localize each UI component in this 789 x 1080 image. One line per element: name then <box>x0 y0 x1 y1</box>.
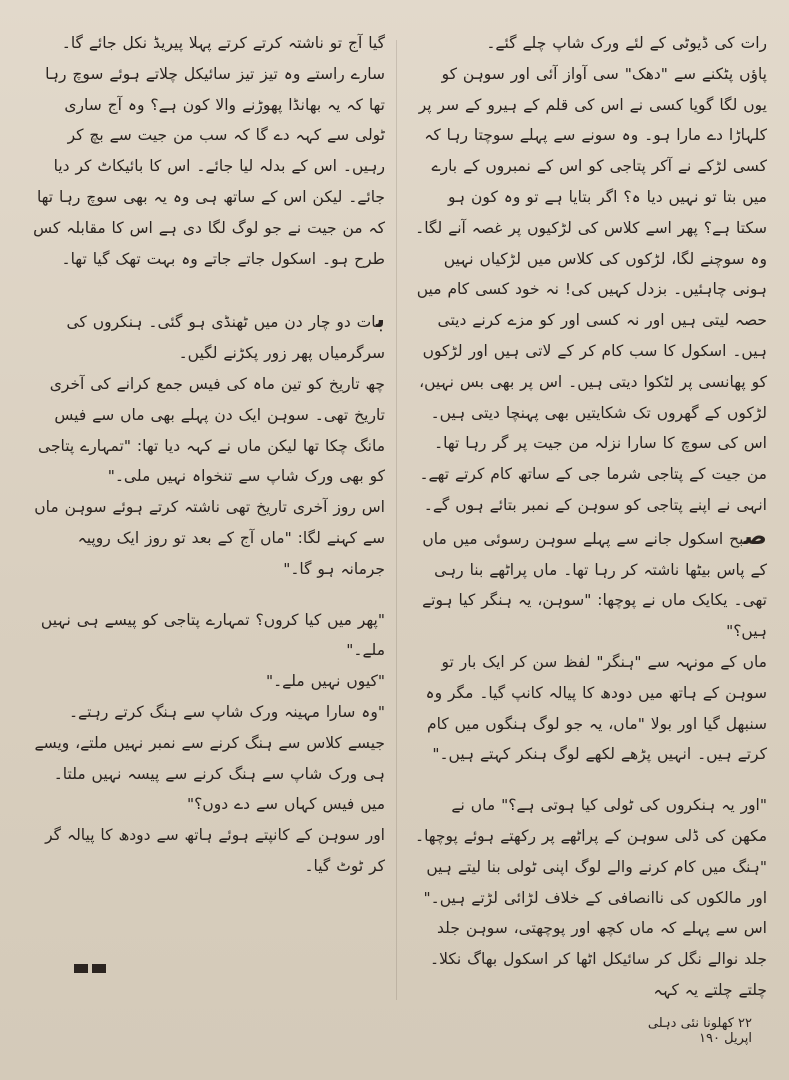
paragraph: اس سے پہلے کہ ماں کچھ اور پوچھتی، سوہن جلد جلد نوالے نگل کر سائیکل اٹھا کر اسکول بھاگ نکلا۔ چلتے چلتے یہ کہہ <box>430 919 767 999</box>
paragraph: بات دو چار دن میں ٹھنڈی ہو گئی۔ ہنکروں کی سرگرمیاں پھر زور پکڑنے لگیں۔ <box>66 305 385 363</box>
paragraph: "وہ سارا مہینہ ورک شاپ سے ہنگ کرتے رہتے۔ جیسے کلاس سے ہنگ کرنے سے نمبر نہیں ملتے، ویسے ہی ورک شاپ سے ہنگ کرنے سے پیسہ نہیں ملتا۔ میں فیس کہاں سے دے دوں؟" <box>34 702 385 814</box>
paragraph: سارے راستے وہ تیز تیز سائیکل چلاتے ہوئے سوچ رہا تھا کہ یہ بھانڈا پھوڑنے والا کون ہے؟ وہ آج ساری ٹولی سے کہہ دے گا کہ سب من جیت سے بچ کر رہیں۔ اس کے بدلہ لیا جائے۔ اس کا بائیکاٹ کر دیا جائے۔ لیکن اس کے ساتھ ہی وہ یہ بھی سوچ رہا تھا کہ من جیت نے جو لوگ لگا دی ہے اس کا مقابلہ کس طرح ہو۔ اسکول جاتے جاتے وہ بہت تھک گیا تھا۔ <box>33 64 385 268</box>
right-column <box>412 28 767 1006</box>
end-square <box>74 964 88 973</box>
paragraph: صبح اسکول جانے سے پہلے سوہن رسوئی میں ماں کے پاس بیٹھا ناشتہ کر رہا تھا۔ ماں پراٹھے بنا رہی تھی۔ یکایک ماں نے پوچھا: "سوہن، یہ ہنگر کیا ہوتے ہیں؟" <box>422 521 767 641</box>
paragraph: پاؤں پٹکنے سے "دھک" سی آواز آئی اور سوہن کو یوں لگا گویا کسی نے اس کی قلم کے ہیرو کے سر پر کلہاڑا دے مارا ہو۔ وہ سونے سے پہلے سوچتا رہا کہ کسی لڑکے نے آکر پتاجی کو اس کے نمبروں کے بارے میں بتا تو نہیں دیا ہ؟ اگر بتایا ہے تو وہ کون ہو سکتا ہے؟ پھر اسے کلاس کی لڑکیوں پر غصہ آنے لگا۔ وہ سوچنے لگا، لڑکوں کی کلاس میں لڑکیاں نہیں ہونی چاہئیں۔ بزدل کہیں کی! نہ خود کسی کام میں حصہ لیتی ہیں اور نہ کسی اور کو مزے کرنے دیتی ہیں۔ اسکول کا سب کام کر کے لاتی ہیں اور لڑکوں کو پھانسی پر لٹکوا دیتی ہیں۔ اس پر بھی بس نہیں، لڑکوں کے گھروں تک شکایتیں بھی پہنچا دیتی ہیں۔ اس کی سوچ کا سارا نزلہ من جیت پر گر رہا تھا۔ <box>415 64 767 453</box>
paragraph: چھ تاریخ کو تین ماہ کی فیس جمع کرانے کی آخری تاریخ تھی۔ سوہن ایک دن پہلے بھی ماں سے فیس مانگ چکا تھا لیکن ماں نے کہہ دیا تھا: "تمہارے پتاجی کو بھی ورک شاپ سے تنخواہ نہیں ملی۔" <box>38 374 385 486</box>
paragraph: من جیت کے پتاجی شرما جی کے ساتھ کام کرتے تھے۔ انہی نے اپنے پتاجی کو سوہن کے نمبر بتائے ہوں گے۔ <box>419 465 767 514</box>
column-divider <box>396 40 397 1000</box>
paragraph: "ہنگ میں کام کرنے والے لوگ اپنی ٹولی بنا لیتے ہیں اور مالکوں کی ناانصافی کے خلاف لڑائی لڑتے ہیں۔" <box>423 857 767 907</box>
paragraph: اس روز آخری تاریخ تھی ناشتہ کرتے ہوئے سوہن ماں سے کہنے لگا: "ماں آج کے بعد تو روز ایک روپیہ جرمانہ ہو گا۔" <box>34 498 385 578</box>
paragraph: "پھر میں کیا کروں؟ تمہارے پتاجی کو پیسے ہی نہیں ملے۔" <box>40 610 385 660</box>
paragraph: "کیوں نہیں ملے۔" <box>265 672 385 691</box>
paragraph: رات کی ڈیوٹی کے لئے ورک شاپ چلے گئے۔ <box>486 34 767 52</box>
paragraph: اور سوہن کے کانپتے ہوئے ہاتھ سے دودھ کا پیالہ گر کر ٹوٹ گیا۔ <box>45 826 385 875</box>
paragraph: گیا آج تو ناشتہ کرتے کرتے پہلا پیریڈ نکل جائے گا۔ <box>61 34 385 52</box>
end-square <box>92 964 106 973</box>
paragraph: ماں کے مونہہ سے "ہنگر" لفظ سن کر ایک بار تو سوہن کے ہاتھ میں دودھ کا پیالہ کانپ گیا۔ مگر وہ سنبھل گیا اور بولا "ماں، یہ جو لوگ ہنگوں میں کام کرتے ہیں۔ انہیں پڑھے لکھے لوگ ہنکر کہتے ہیں۔" <box>425 652 767 764</box>
left-column <box>30 28 385 882</box>
page-footer: ۲۲ کھلونا نئی دہلی اپریل ۱۹۰ <box>647 1016 752 1046</box>
end-of-story-mark <box>74 964 106 973</box>
paragraph: "اور یہ ہنکروں کی ٹولی کیا ہوتی ہے؟" ماں نے مکھن کی ڈلی سوہن کے پراٹھے پر رکھتے ہوئے پوچھا۔ <box>414 796 767 845</box>
